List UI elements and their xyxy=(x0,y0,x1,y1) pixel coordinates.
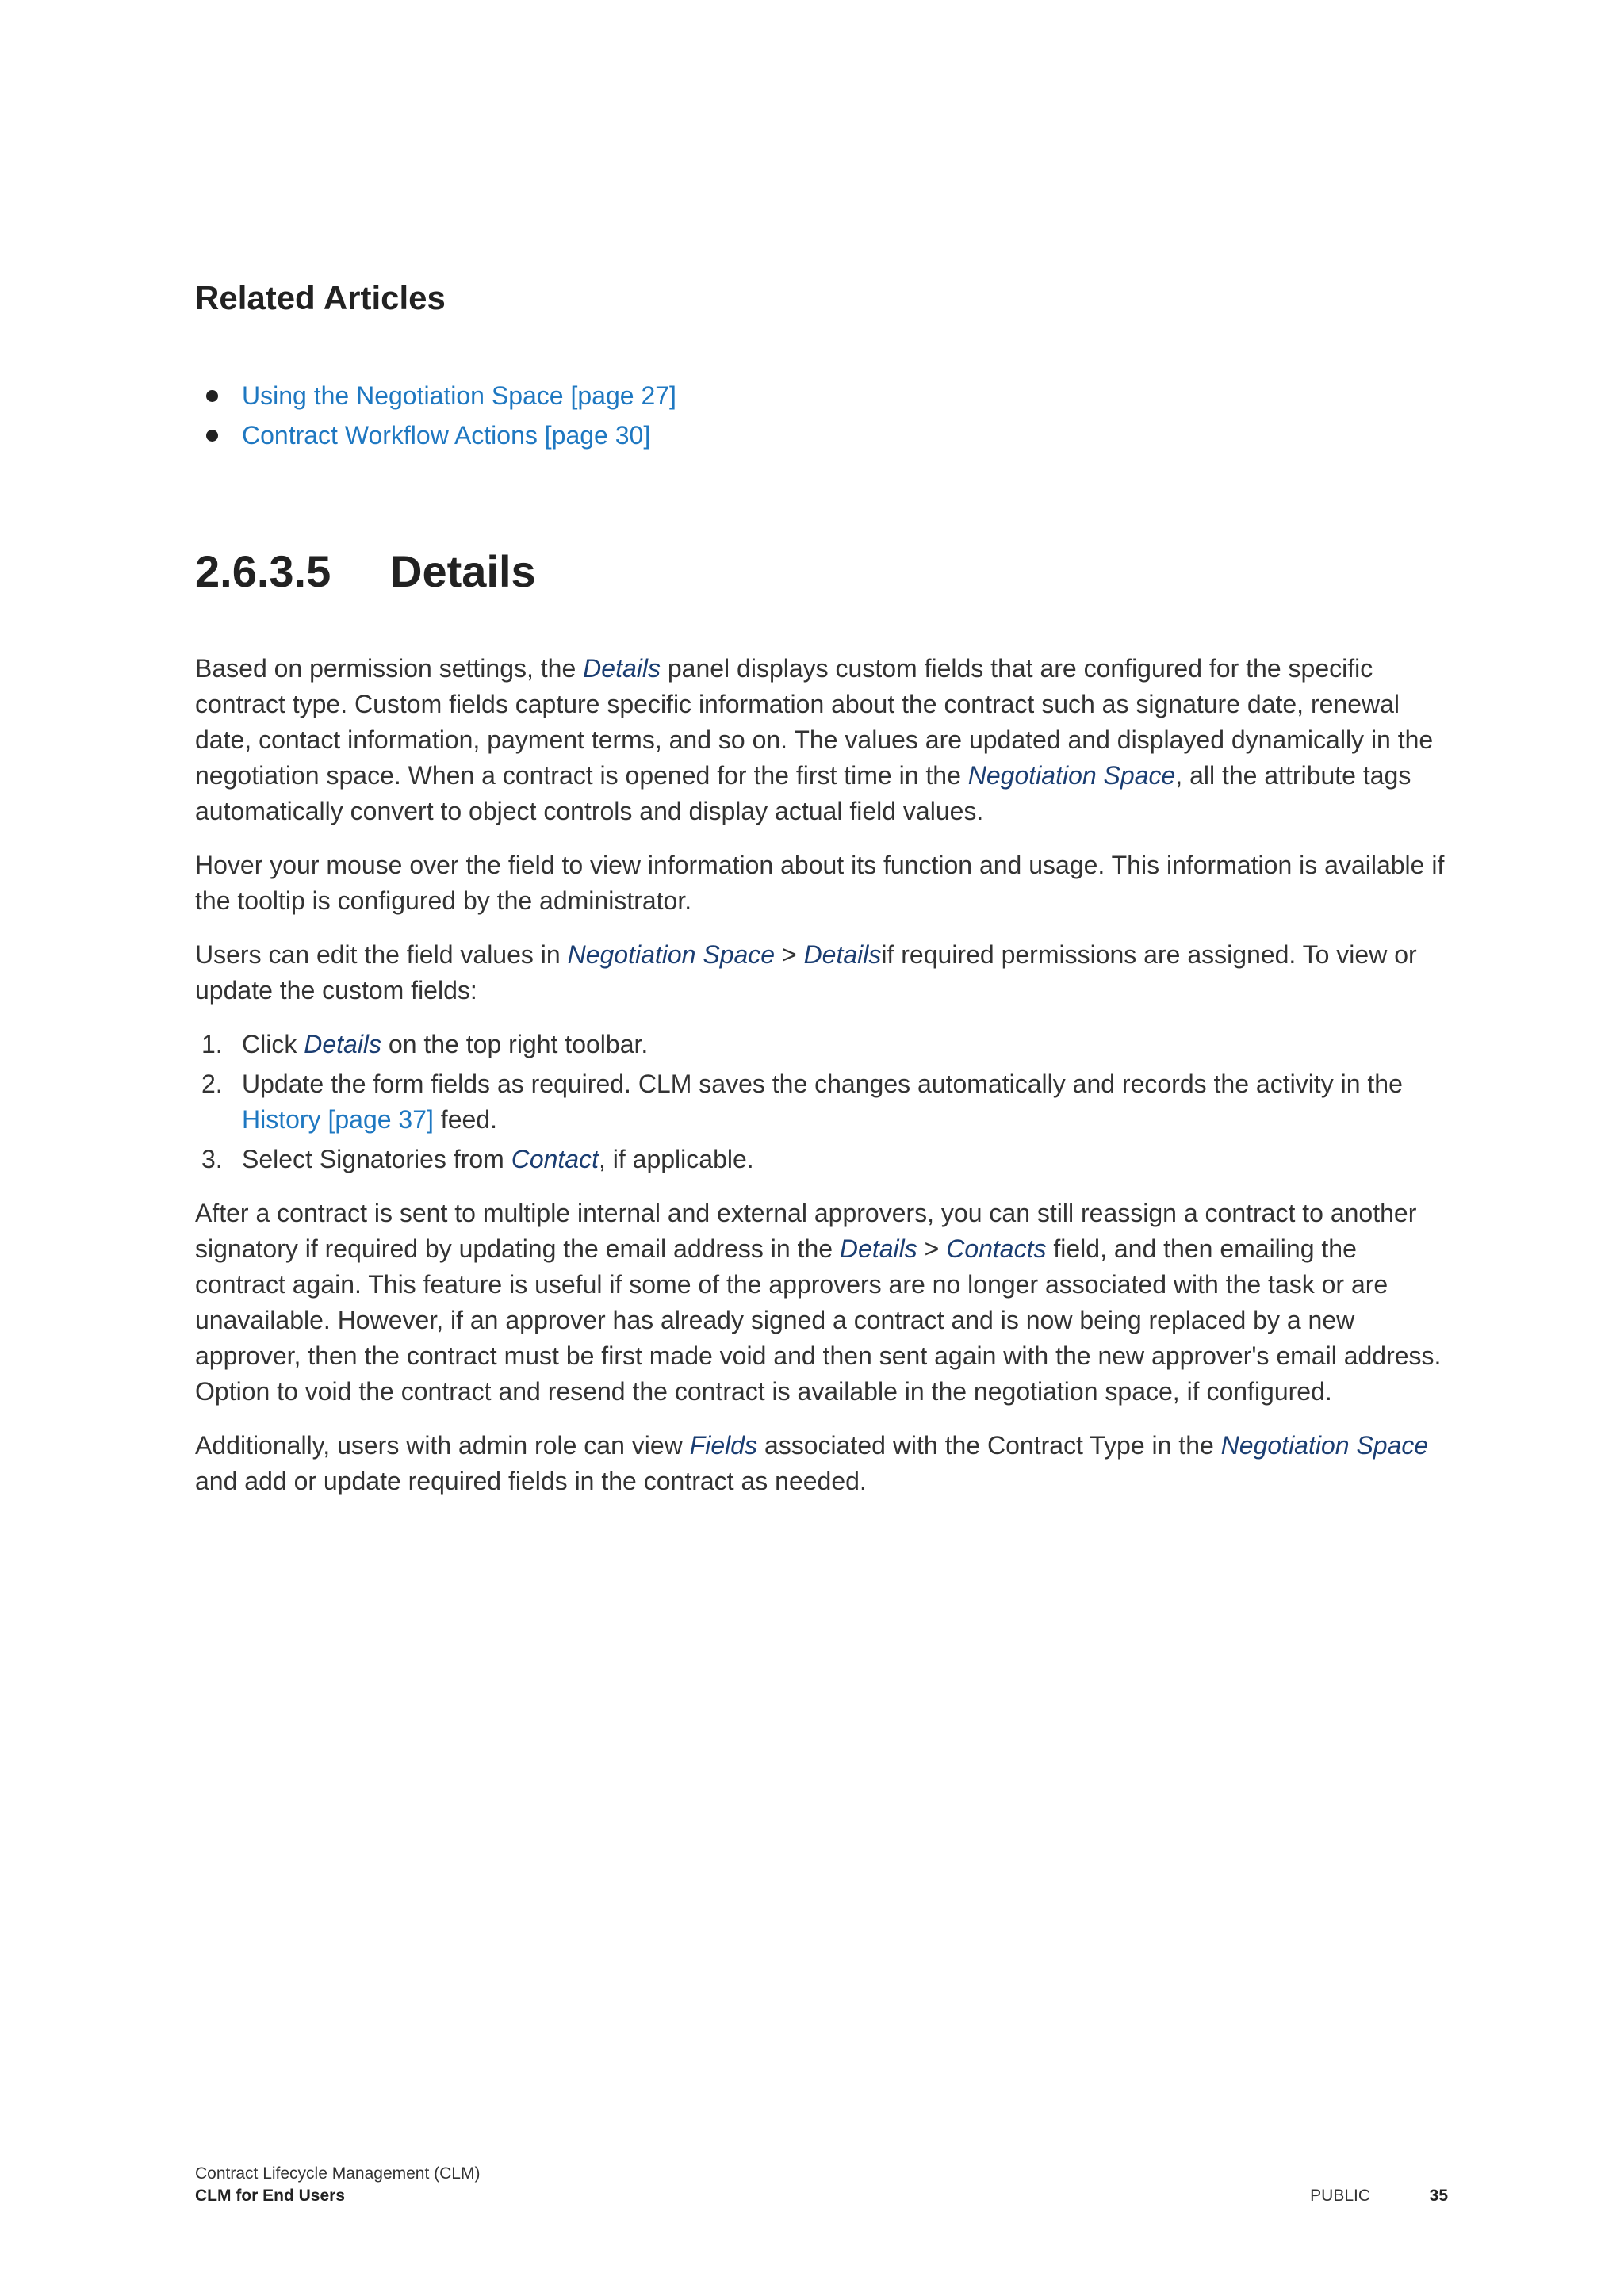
ui-term-details: Details xyxy=(803,940,882,969)
ui-term-details: Details xyxy=(583,654,661,683)
list-item xyxy=(195,1142,1448,1177)
text-run: Additionally, users with admin role can view xyxy=(195,1431,690,1460)
related-articles-heading: Related Articles xyxy=(195,279,446,316)
ui-term-details: Details xyxy=(839,1234,917,1263)
text-run: feed. xyxy=(433,1105,497,1134)
section-body xyxy=(195,651,1448,1517)
bullet-icon xyxy=(206,390,218,402)
section-heading xyxy=(195,545,536,597)
ui-term-negotiation-space: Negotiation Space xyxy=(1220,1431,1429,1460)
ui-term-fields: Fields xyxy=(689,1431,758,1460)
text-run: associated with the Contract Type in the xyxy=(757,1431,1221,1460)
link-history[interactable]: History [page 37] xyxy=(242,1105,434,1134)
paragraph-tooltip: Hover your mouse over the field to view information about its function and usage. This information is available if the tooltip is configured by the administrator. xyxy=(195,851,1445,915)
section-number: 2.6.3.5 xyxy=(195,546,331,596)
footer-document-title: Contract Lifecycle Management (CLM) xyxy=(195,2164,481,2183)
footer-classification: PUBLIC xyxy=(1310,2187,1370,2205)
text-run: and add or update required fields in the contract as needed. xyxy=(195,1467,867,1495)
step-number: 3. xyxy=(201,1145,223,1173)
step-number: 1. xyxy=(201,1030,223,1058)
text-run: After a contract is sent to multiple internal and external approvers, you can still reassign a contract to another signatory if required by updating the email address in the xyxy=(195,1199,1417,1263)
text-run: Click xyxy=(242,1030,304,1058)
page-footer xyxy=(195,2163,1448,2207)
step-number: 2. xyxy=(201,1070,223,1098)
bullet-icon xyxy=(206,430,218,442)
paragraph-edit-fields xyxy=(195,937,1448,1008)
text-run: Select Signatories from xyxy=(242,1145,511,1173)
text-run: on the top right toolbar. xyxy=(381,1030,649,1058)
ui-term-negotiation-space: Negotiation Space xyxy=(567,940,776,969)
text-run: Update the form fields as required. CLM saves the changes automatically and records the activity in the xyxy=(242,1070,1403,1098)
ui-term-contacts: Contacts xyxy=(946,1234,1047,1263)
text-run: , if applicable. xyxy=(598,1145,754,1173)
list-item xyxy=(195,415,676,455)
list-item xyxy=(195,1027,1448,1062)
path-separator: > xyxy=(775,940,804,969)
procedure-steps xyxy=(195,1027,1448,1177)
text-run: Users can edit the field values in xyxy=(195,940,568,969)
link-using-negotiation-space[interactable]: Using the Negotiation Space [page 27] xyxy=(242,381,676,410)
text-run: panel displays custom fields that are configured for the specific contract type. Custom fields capture specific information about the contract such as signature date, renewal date, contact information, payment terms, and so on. The values are updated and displayed dynamically in the negotiation space. When a contract is opened for the first time in the xyxy=(195,654,1434,790)
text-run: field, and then emailing the contract again. This feature is useful if some of the approvers are no longer associated with the task or are unavailable. However, if an approver has already signed a contract and is now being replaced by a new approver, then the contract must be first made void and then sent again with the new approver's email address. Option to void the contract and resend the contract is available in the negotiation space, if configured. xyxy=(195,1234,1442,1406)
text-run: if required permissions are assigned. To view or update the custom fields: xyxy=(195,940,1417,1004)
paragraph-details-intro xyxy=(195,651,1448,829)
ui-term-details: Details xyxy=(304,1030,382,1058)
link-contract-workflow-actions[interactable]: Contract Workflow Actions [page 30] xyxy=(242,421,651,450)
list-item xyxy=(195,376,676,415)
footer-page-number: 35 xyxy=(1429,2187,1448,2205)
section-title: Details xyxy=(390,546,536,596)
text-run: , all the attribute tags automatically convert to object controls and display actual field values. xyxy=(195,761,1411,825)
footer-document-subtitle: CLM for End Users xyxy=(195,2187,346,2205)
list-item xyxy=(195,1066,1448,1138)
related-articles-list xyxy=(195,376,676,455)
text-run: Based on permission settings, the xyxy=(195,654,584,683)
ui-term-contact: Contact xyxy=(511,1145,599,1173)
path-separator: > xyxy=(917,1234,947,1263)
paragraph-admin-fields xyxy=(195,1428,1448,1499)
ui-term-negotiation-space: Negotiation Space xyxy=(967,761,1176,790)
paragraph-reassign-signatory xyxy=(195,1196,1448,1410)
